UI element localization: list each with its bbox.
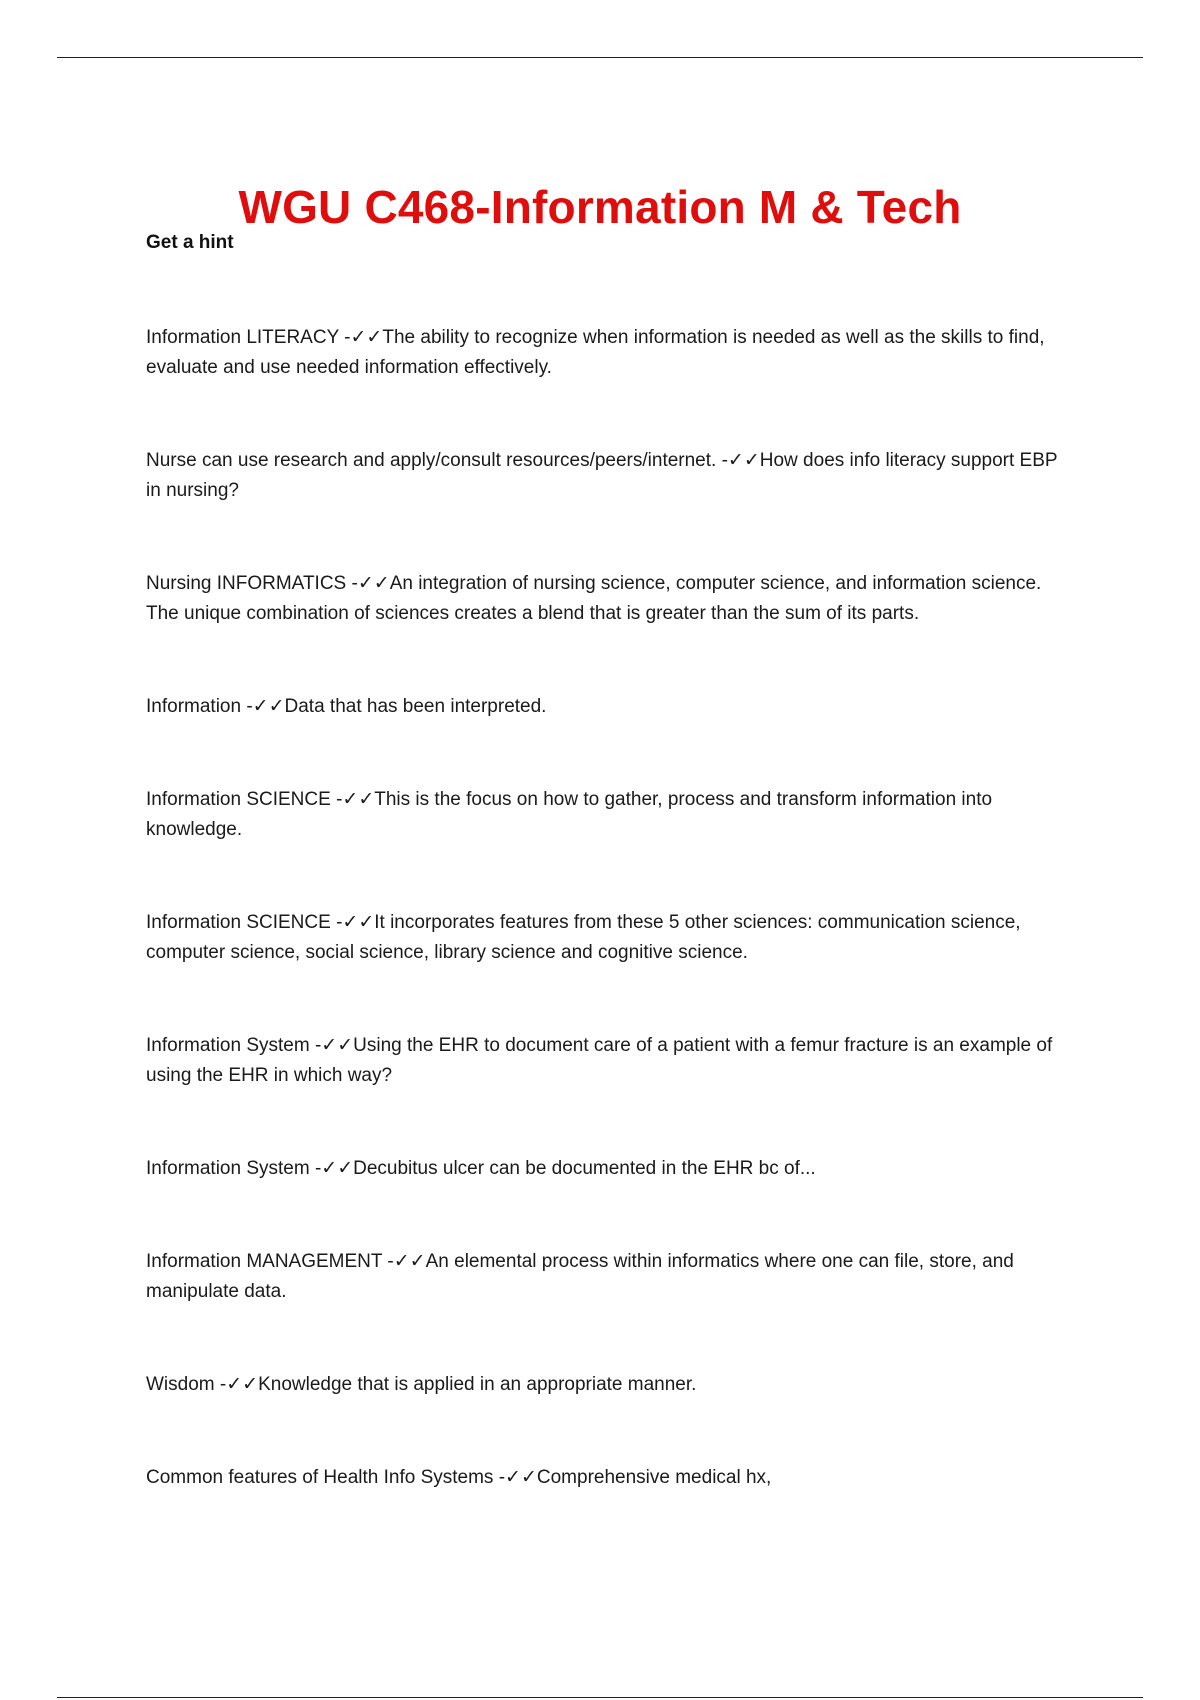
entry-definition: Comprehensive medical hx, [536, 1467, 772, 1488]
top-rule [57, 57, 1143, 58]
entry-definition: An integration of nursing science, computer science, and information science. The unique combination of sciences creates a blend that is greater than the sum of its parts. [146, 573, 1042, 624]
entry-separator: - [493, 1467, 506, 1488]
entry-definition: Knowledge that is applied in an appropriate manner. [258, 1374, 697, 1395]
flashcard-entry [146, 1031, 1066, 1091]
entry-separator: - [346, 573, 358, 594]
double-check-icon: ✓✓ [252, 696, 285, 717]
entry-separator: - [214, 1374, 227, 1395]
entry-definition: Decubitus ulcer can be documented in the EHR bc of... [353, 1158, 816, 1179]
entry-term: Information SCIENCE [146, 912, 331, 933]
entry-term: Information System [146, 1158, 310, 1179]
flashcard-entry [146, 323, 1066, 383]
flashcard-entry [146, 1247, 1066, 1307]
double-check-icon: ✓✓ [226, 1374, 259, 1395]
flashcard-entry [146, 1370, 1066, 1400]
entry-separator: - [309, 1158, 322, 1179]
double-check-icon: ✓✓ [505, 1467, 537, 1488]
double-check-icon: ✓✓ [321, 1035, 354, 1056]
flashcard-entry [146, 785, 1066, 845]
double-check-icon: ✓✓ [357, 573, 390, 594]
entry-separator: - [716, 450, 728, 471]
flashcard-list [146, 323, 1066, 1556]
double-check-icon: ✓✓ [393, 1251, 426, 1272]
entry-definition: An elemental process within informatics where one can file, store, and manipulate data. [146, 1251, 1014, 1302]
entry-term: Information [146, 696, 242, 717]
double-check-icon: ✓✓ [342, 789, 375, 810]
entry-separator: - [382, 1251, 394, 1272]
entry-term: Wisdom [146, 1374, 215, 1395]
entry-definition: This is the focus on how to gather, process and transform information into knowledge. [146, 789, 993, 840]
entry-separator: - [241, 696, 253, 717]
get-a-hint-label: Get a hint [146, 232, 234, 253]
entry-definition: Data that has been interpreted. [284, 696, 547, 717]
entry-term: Information System [146, 1035, 310, 1056]
flashcard-entry [146, 908, 1066, 968]
entry-term: Information LITERACY [146, 327, 339, 348]
bottom-rule [57, 1697, 1143, 1698]
entry-definition: It incorporates features from these 5 other sciences: communication science, computer science, social science, library science and cognitive science. [146, 912, 1021, 963]
entry-separator: - [330, 912, 343, 933]
entry-term: Nurse can use research and apply/consult resources/peers/internet. [146, 450, 717, 471]
document-title: WGU C468-Information M & Tech [238, 180, 962, 233]
entry-separator: - [338, 327, 351, 348]
entry-separator: - [330, 789, 343, 810]
entry-separator: - [309, 1035, 322, 1056]
entry-term: Information MANAGEMENT [146, 1251, 383, 1272]
flashcard-entry [146, 446, 1066, 506]
flashcard-entry [146, 692, 1066, 722]
flashcard-entry [146, 1463, 1066, 1493]
entry-term: Information SCIENCE [146, 789, 331, 810]
flashcard-entry [146, 1154, 1066, 1184]
entry-term: Nursing INFORMATICS [146, 573, 347, 594]
double-check-icon: ✓✓ [342, 912, 375, 933]
double-check-icon: ✓✓ [727, 450, 760, 471]
double-check-icon: ✓✓ [321, 1158, 354, 1179]
entry-definition: How does info literacy support EBP in nursing? [146, 450, 1058, 501]
entry-definition: Using the EHR to document care of a patient with a femur fracture is an example of using the EHR in which way? [146, 1035, 1053, 1086]
double-check-icon: ✓✓ [350, 327, 383, 348]
entry-definition: The ability to recognize when information is needed as well as the skills to find, evaluate and use needed information effectively. [146, 327, 1045, 378]
entry-term: Common features of Health Info Systems [146, 1467, 494, 1488]
flashcard-entry [146, 569, 1066, 629]
